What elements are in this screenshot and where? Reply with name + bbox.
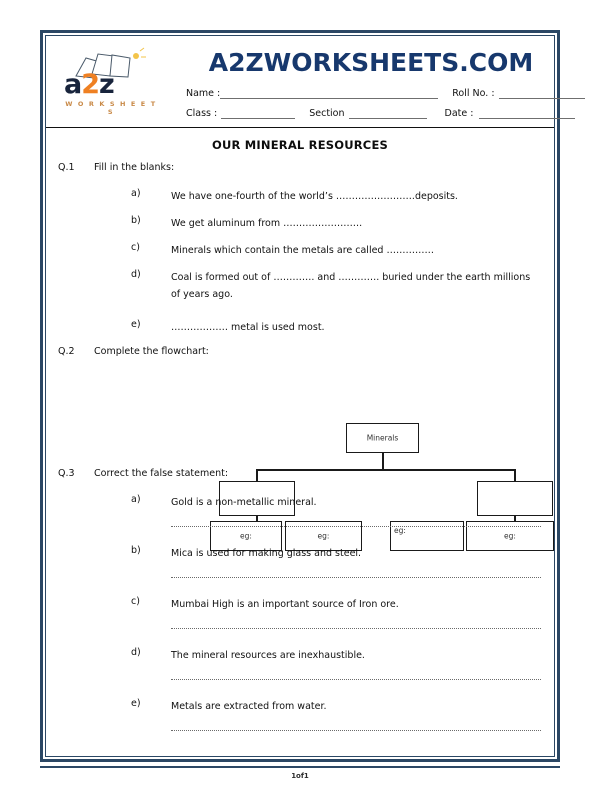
q3-answer-line-c[interactable] (171, 628, 541, 629)
q1-item-c-letter: c) (131, 242, 140, 253)
class-label: Class : (186, 108, 218, 119)
footer-divider (40, 766, 560, 768)
date-input[interactable] (479, 108, 575, 119)
minerals-flowchart (206, 423, 556, 551)
flowchart-example-2-label: eg: (317, 531, 330, 541)
brand-title: A2ZWORKSHEETS.COM (208, 48, 534, 77)
q1-item-a-text: We have one-fourth of the world’s …………………….deposits. (171, 191, 458, 202)
logo-letter-a: a (64, 69, 82, 100)
q3-item-b-letter: b) (131, 545, 141, 556)
flowchart-example-3-label: eg: (394, 526, 406, 535)
flowchart-example-1-label: eg: (240, 531, 252, 541)
q1-item-c-text: Minerals which contain the metals are called …………… (171, 245, 434, 256)
q1-item-d-letter: d) (131, 269, 141, 280)
question-number-3: Q.3 (58, 468, 75, 479)
roll-no-input[interactable] (499, 88, 585, 99)
roll-no-label: Roll No. : (452, 88, 495, 99)
q1-item-b-letter: b) (131, 215, 141, 226)
flowchart-root-box[interactable] (346, 423, 419, 453)
question-prompt-1: Fill in the blanks: (94, 162, 175, 173)
q3-answer-line-a[interactable] (171, 526, 541, 527)
flowchart-example-4-label: eg: (504, 531, 516, 541)
flowchart-connector-bus (256, 469, 516, 471)
q3-answer-line-b[interactable] (171, 577, 541, 578)
q3-item-a-text: Gold is a non-metallic mineral. (171, 497, 317, 508)
q3-item-a-letter: a) (131, 494, 141, 505)
question-number-2: Q.2 (58, 346, 75, 357)
logo-letter-z: z (99, 69, 114, 100)
class-input[interactable] (221, 108, 295, 119)
name-label: Name : (186, 88, 221, 99)
section-input[interactable] (349, 108, 427, 119)
a2z-logo (60, 44, 156, 116)
section-label: Section (309, 108, 345, 119)
name-input[interactable] (220, 88, 438, 99)
logo-wordmark (64, 70, 156, 100)
flowchart-connector-right-drop (514, 469, 516, 481)
q3-item-d-letter: d) (131, 647, 141, 658)
student-fields-row-1 (186, 88, 556, 99)
q3-item-e-text: Metals are extracted from water. (171, 701, 327, 712)
student-fields-row-2 (186, 108, 556, 119)
worksheet-header (46, 36, 554, 128)
q1-item-b-text: We get aluminum from ……………………. (171, 218, 363, 229)
q3-item-c-text: Mumbai High is an important source of Iron ore. (171, 599, 399, 610)
q3-answer-line-d[interactable] (171, 679, 541, 680)
date-label: Date : (444, 108, 474, 119)
question-prompt-3: Correct the false statement: (94, 468, 229, 479)
q3-item-c-letter: c) (131, 596, 140, 607)
q1-item-e-letter: e) (131, 319, 141, 330)
q3-item-e-letter: e) (131, 698, 141, 709)
worksheet-body (46, 128, 554, 762)
q3-item-d-text: The mineral resources are inexhaustible. (171, 650, 365, 661)
page-title: OUR MINERAL RESOURCES (211, 138, 388, 152)
q1-item-e-text: ……………… metal is used most. (171, 322, 325, 333)
q3-answer-line-e[interactable] (171, 730, 541, 731)
logo-letter-2: 2 (81, 69, 100, 100)
question-number-1: Q.1 (58, 162, 75, 173)
worksheet-page-inner-border (45, 35, 555, 757)
question-prompt-2: Complete the flowchart: (94, 346, 209, 357)
q1-item-a-letter: a) (131, 188, 141, 199)
flowchart-connector-left-drop (256, 469, 258, 481)
worksheet-page-border (40, 30, 560, 762)
flowchart-connector-root-stem (382, 453, 384, 469)
logo-subtitle: W O R K S H E E T S (65, 100, 157, 116)
q1-item-d-text: Coal is formed out of …………. and …………. buried under the earth millions of years ago. (171, 272, 531, 300)
footer-page-number: 1of1 (291, 772, 309, 780)
q3-item-b-text: Mica is used for making glass and steel. (171, 548, 362, 559)
flowchart-root-label: Minerals (366, 433, 399, 443)
